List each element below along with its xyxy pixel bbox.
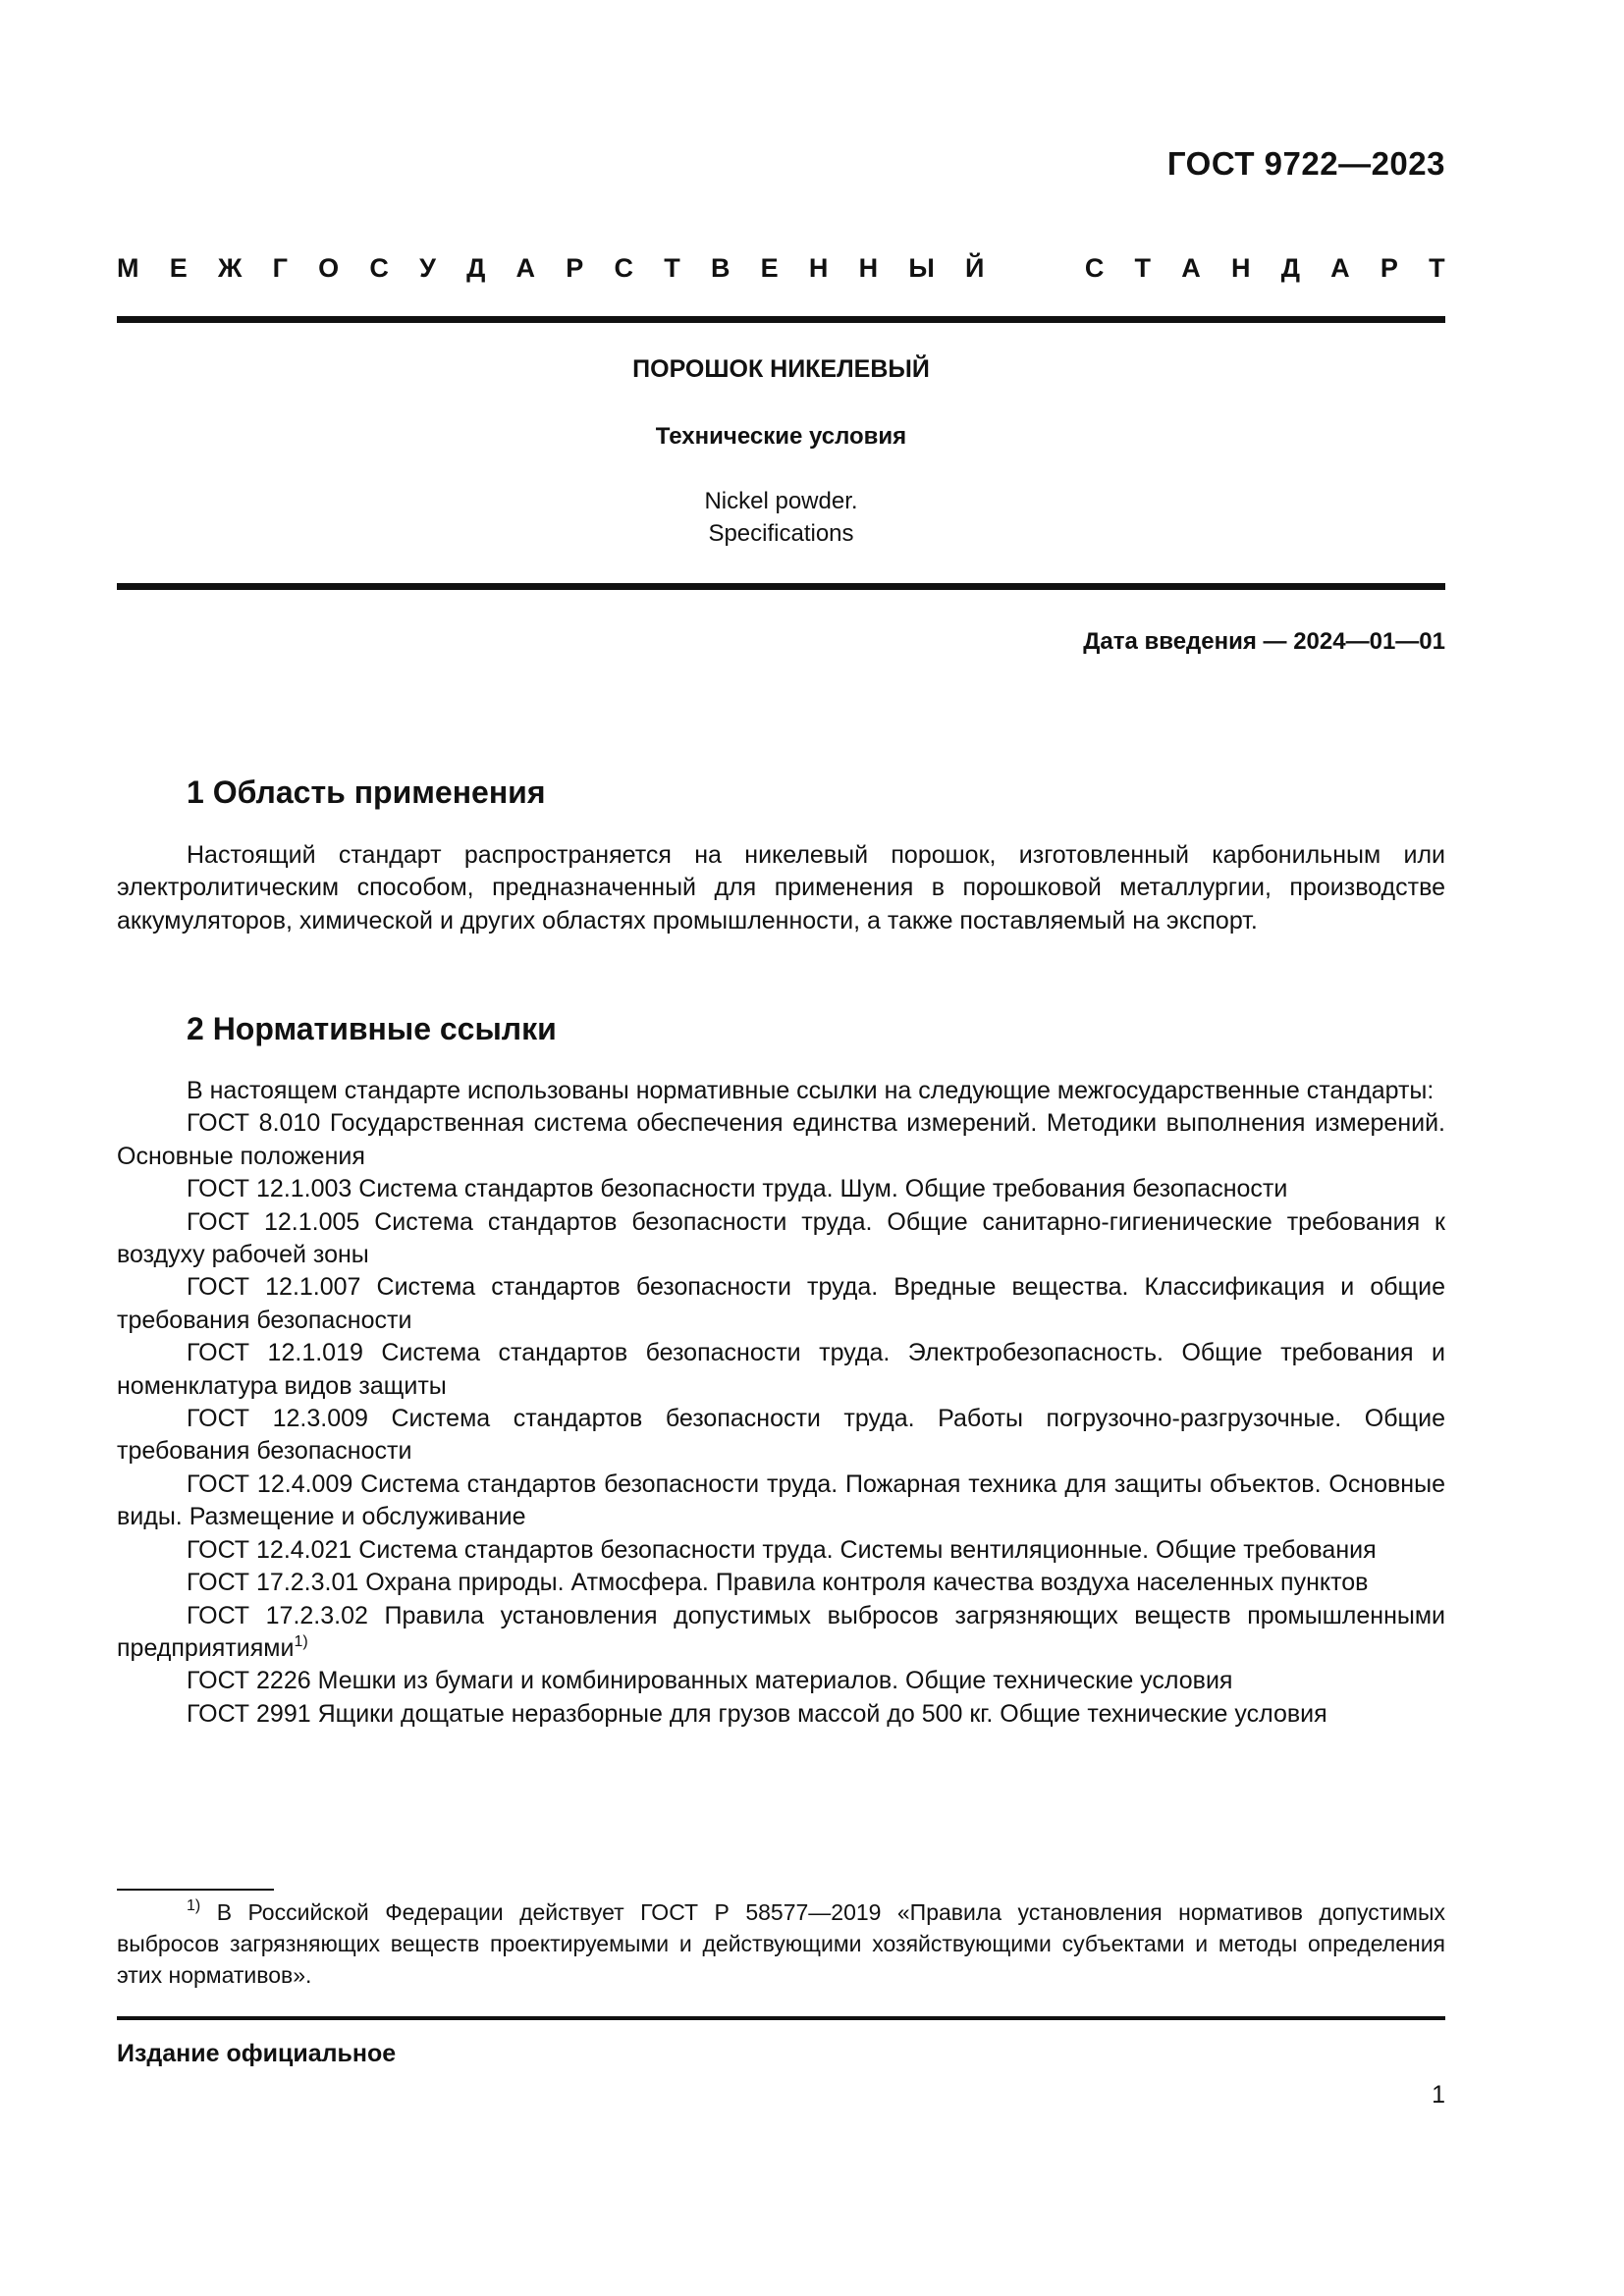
section-body: [117, 839, 1445, 937]
interstate-standard-banner: [117, 253, 1445, 284]
banner-letter: Д: [1280, 253, 1300, 283]
banner-letter: У: [419, 253, 436, 283]
banner-letter: С: [1084, 253, 1105, 283]
reference-text: ГОСТ 17.2.3.02 Правила установления допустимых выбросов загрязняющих веществ промышленными предприятиями: [117, 1601, 1445, 1662]
english-title: [117, 485, 1445, 550]
reference-item: [117, 1600, 1445, 1666]
references-list: [117, 1075, 1445, 1731]
reference-item: ГОСТ 12.1.003 Система стандартов безопасности труда. Шум. Общие требования безопасности: [187, 1175, 1288, 1203]
banner-letter: С: [369, 253, 389, 283]
document-title: ПОРОШОК НИКЕЛЕВЫЙ: [632, 355, 930, 383]
banner-letter: Ж: [217, 253, 243, 283]
banner-letter: Е: [760, 253, 779, 283]
banner-letter: А: [1330, 253, 1350, 283]
reference-item: ГОСТ 2991 Ящики дощатые неразборные для грузов массой до 500 кг. Общие технические условия: [187, 1699, 1327, 1728]
footnote: [117, 1896, 1445, 1991]
reference-item: ГОСТ 12.4.021 Система стандартов безопасности труда. Системы вентиляционные. Общие требования: [187, 1535, 1377, 1564]
banner-letter: Т: [1134, 253, 1152, 283]
footer-divider: [117, 2016, 1445, 2020]
banner-letter: Н: [858, 253, 879, 283]
section-heading: 1 Область применения: [187, 774, 546, 810]
banner-letter: О: [318, 253, 340, 283]
page-number: 1: [1432, 2081, 1445, 2109]
banner-letter: А: [515, 253, 536, 283]
footnote-mark: 1): [294, 1632, 308, 1650]
official-edition-label: Издание официальное: [117, 2040, 397, 2067]
banner-letter: Т: [664, 253, 680, 283]
reference-item: ГОСТ 12.1.005 Система стандартов безопасности труда. Общие санитарно-гигиенические требования к воздуху рабочей зоны: [117, 1207, 1445, 1269]
banner-letter: В: [710, 253, 731, 283]
footnote-separator: [117, 1889, 274, 1891]
banner-gap: [1015, 253, 1055, 284]
banner-letter: М: [117, 253, 139, 283]
title-divider: [117, 583, 1445, 590]
banner-letter: Р: [566, 253, 584, 283]
banner-letter: Т: [1429, 253, 1445, 283]
reference-item: ГОСТ 12.4.009 Система стандартов безопасности труда. Пожарная техника для защиты объектов. Основные виды. Размещение и обслуживание: [117, 1469, 1445, 1531]
paragraph: Настоящий стандарт распространяется на никелевый порошок, изготовленный карбонильным или электролитическим способом, предназначенный для применения в порошковой металлургии, производстве аккумуляторов, химической и других областях промышленности, а также поставляемый на экспорт.: [117, 841, 1445, 934]
banner-letter: Д: [466, 253, 486, 283]
reference-item: ГОСТ 8.010 Государственная система обеспечения единства измерений. Методики выполнения измерений. Основные положения: [117, 1109, 1445, 1170]
banner-letter: Р: [1380, 253, 1398, 283]
introduction-date: Дата введения — 2024—01—01: [1083, 628, 1445, 655]
banner-letter: Ы: [908, 253, 935, 283]
gost-number: ГОСТ 9722—2023: [1166, 145, 1445, 182]
footnote-body: В Российской Федерации действует ГОСТ Р 58577—2019 «Правила установления нормативов допустимых выбросов загрязняющих веществ проектируемыми и действующими хозяйствующими субъектами и методы определения этих нормативов».: [117, 1899, 1445, 1988]
reference-item: ГОСТ 2226 Мешки из бумаги и комбинированных материалов. Общие технические условия: [187, 1667, 1233, 1695]
reference-item: ГОСТ 12.3.009 Система стандартов безопасности труда. Работы погрузочно-разгрузочные. Общие требования безопасности: [117, 1405, 1445, 1466]
banner-letter: С: [614, 253, 633, 283]
reference-item: ГОСТ 12.1.007 Система стандартов безопасности труда. Вредные вещества. Классификация и общие требования безопасности: [117, 1273, 1445, 1334]
banner-letter: Й: [964, 253, 985, 283]
english-title-line: Nickel powder.: [704, 488, 858, 514]
banner-letter: Г: [272, 253, 288, 283]
banner-letter: Е: [169, 253, 188, 283]
english-title-line: Specifications: [708, 520, 854, 547]
document-subtitle: Технические условия: [655, 423, 907, 450]
header-divider: [117, 316, 1445, 323]
section-heading: 2 Нормативные ссылки: [187, 1011, 557, 1046]
banner-letter: Н: [1230, 253, 1251, 283]
banner-letter: Н: [808, 253, 829, 283]
banner-letter: А: [1181, 253, 1201, 283]
reference-item: ГОСТ 17.2.3.01 Охрана природы. Атмосфера. Правила контроля качества воздуха населенных пунктов: [187, 1569, 1369, 1597]
footnote-mark: 1): [187, 1897, 201, 1914]
reference-item: ГОСТ 12.1.019 Система стандартов безопасности труда. Электробезопасность. Общие требования и номенклатура видов защиты: [117, 1339, 1445, 1400]
paragraph: В настоящем стандарте использованы нормативные ссылки на следующие межгосударственные стандарты:: [187, 1077, 1435, 1104]
footnote-text: [117, 1896, 1445, 1991]
